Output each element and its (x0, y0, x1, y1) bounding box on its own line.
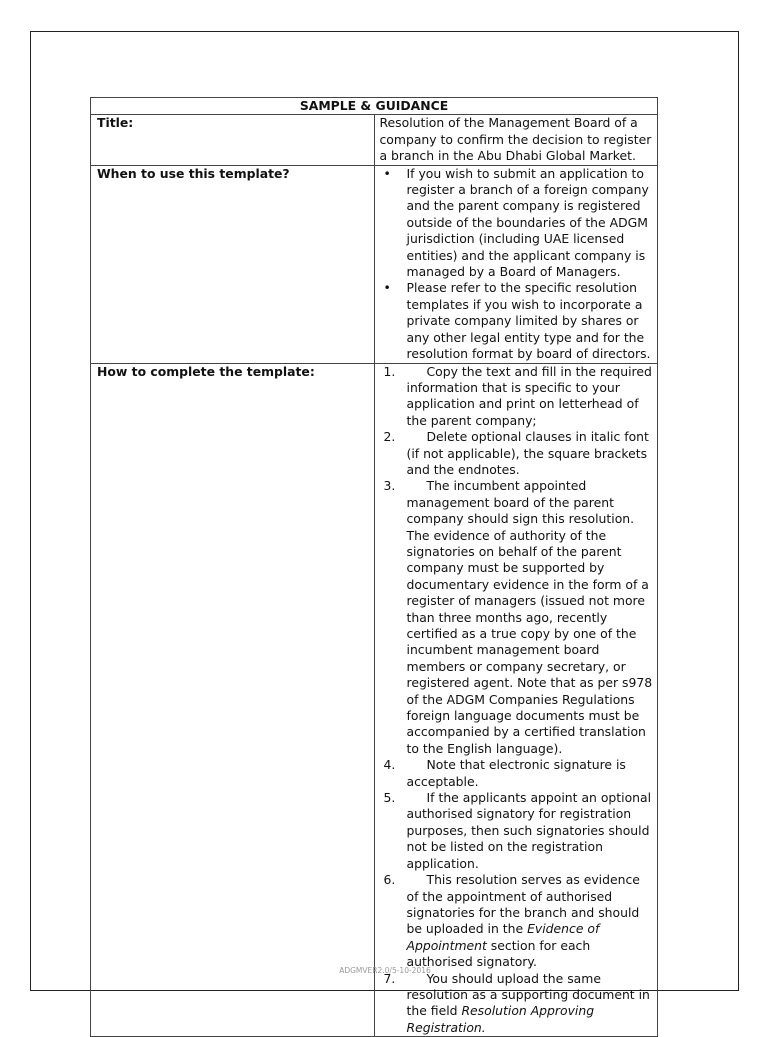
bullet-text: If you wish to submit an application to register a branch of a foreign company and the parent company is registered outside of the boundaries of the ADGM jurisdiction (including UAE licensed entities) and the applicant company is managed by a Board of Managers. (406, 165, 649, 280)
steps-list (380, 364, 654, 1037)
step-text-part: You should upload the same resolution as a supporting document in the field (406, 970, 650, 1019)
step-number: 7. (383, 970, 396, 986)
step-number: 4. (383, 757, 396, 773)
list-item (380, 971, 654, 1037)
step-number: 1. (383, 363, 396, 379)
list-item (380, 364, 654, 430)
when-row (91, 165, 658, 363)
list-item (380, 872, 654, 970)
table-header: SAMPLE & GUIDANCE (91, 98, 658, 115)
step-number: 5. (383, 790, 396, 806)
title-label: Title: (91, 115, 375, 165)
step-text: Note that electronic signature is acceptable. (406, 757, 626, 789)
step-text-part: This resolution serves as evidence of the appointment of authorised signatories for the branch and should be uploaded in the (406, 872, 640, 937)
step-text: If the applicants appoint an optional authorised signatory for registration purposes, then such signatories should not be listed on the registration application. (406, 790, 652, 871)
list-item (380, 478, 654, 757)
how-row (91, 363, 658, 1037)
bullet-text: Please refer to the specific resolution templates if you wish to incorporate a private company limited by shares or any other legal entity type and for the resolution format by board of directors. (406, 280, 651, 362)
footer-version: ADGMVER2.0/5-10-2016 (339, 966, 431, 975)
how-label: How to complete the template: (91, 363, 375, 1037)
how-value (374, 363, 658, 1037)
list-item (380, 757, 654, 790)
step-text (407, 872, 654, 970)
step-text: Copy the text and fill in the required information that is specific to your application and print on letterhead of the parent company; (406, 363, 652, 428)
when-label: When to use this template? (91, 165, 375, 363)
step-text-italic: Evidence of Appointment (406, 921, 600, 953)
when-bullet-list (380, 166, 654, 363)
title-row (91, 115, 658, 165)
step-text-part: section for each authorised signatory. (406, 937, 591, 970)
step-text: The incumbent appointed management board of the parent company should sign this resolution. The evidence of authority of the signatories on behalf of the parent company must be supported by documentary evidence in the form of a register of managers (issued not more than three months ago, recently certified as a true copy by one of the incumbent management board members or company secretary, or registered agent. Note that as per s978 of the ADGM Companies Regulations foreign language documents must be accompanied by a certified translation to the English language). (406, 478, 653, 756)
step-number: 3. (383, 478, 396, 494)
title-value: Resolution of the Management Board of a company to confirm the decision to register a branch in the Abu Dhabi Global Market. (374, 115, 658, 165)
table-header-row (91, 98, 658, 115)
bullet-icon: • (383, 165, 391, 181)
bullet-icon: • (383, 280, 391, 296)
step-text (407, 971, 654, 1037)
list-item (380, 166, 654, 281)
step-text-italic: Resolution Approving Registration. (406, 1003, 595, 1035)
list-item (380, 790, 654, 872)
guidance-table (90, 97, 658, 1037)
list-item (380, 429, 654, 478)
step-number: 6. (383, 872, 396, 888)
step-text: Delete optional clauses in italic font (if not applicable), the square brackets and the endnotes. (406, 429, 649, 477)
list-item (380, 280, 654, 362)
step-number: 2. (383, 429, 396, 445)
when-value (374, 165, 658, 363)
